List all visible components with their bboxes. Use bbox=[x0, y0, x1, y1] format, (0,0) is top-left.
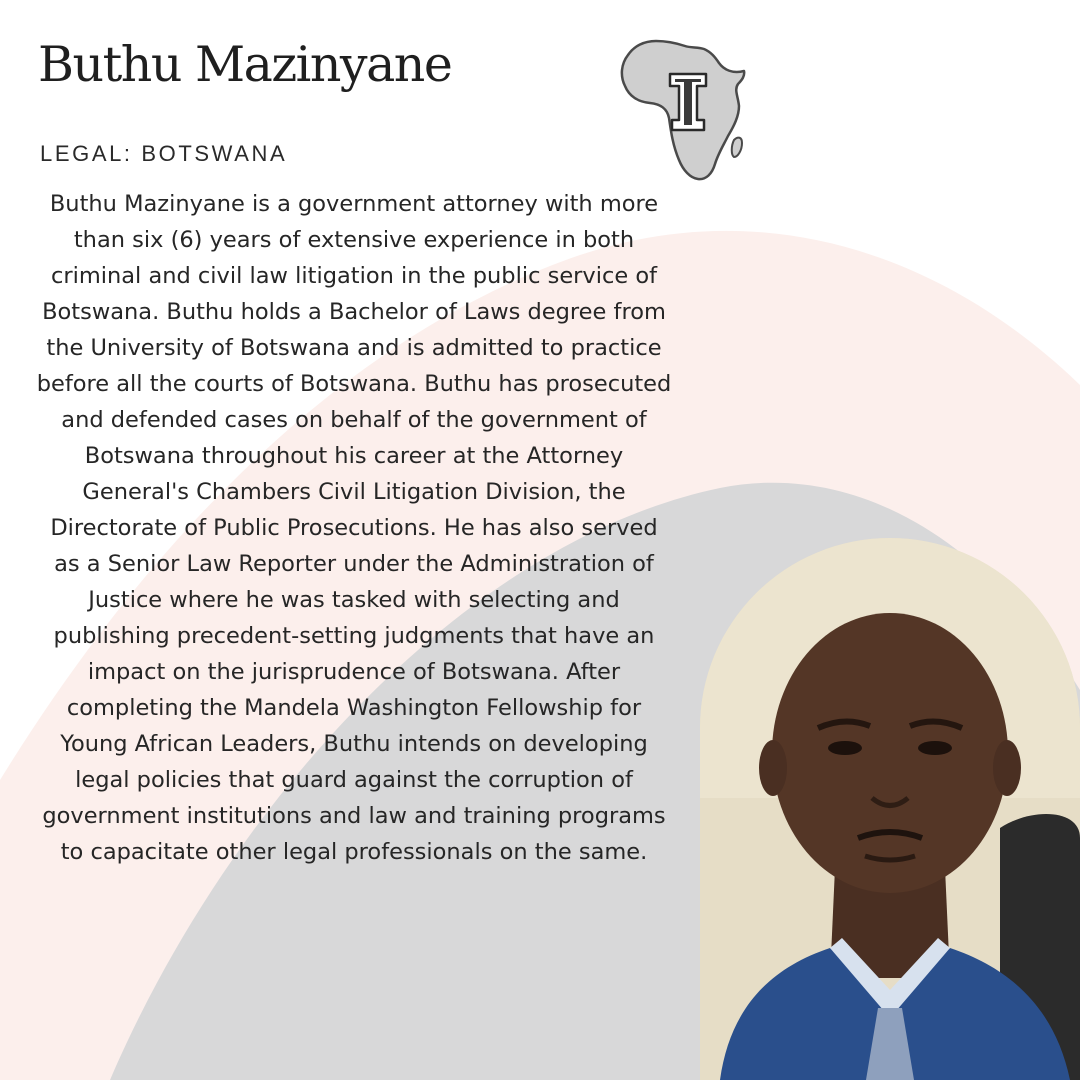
africa-logo-icon bbox=[618, 36, 748, 184]
head-shape bbox=[772, 613, 1008, 893]
portrait-photo bbox=[700, 538, 1080, 1080]
person-name: Buthu Mazinyane bbox=[38, 36, 452, 93]
madagascar-shape bbox=[732, 138, 742, 157]
eye-left bbox=[828, 741, 862, 755]
ear-left bbox=[759, 740, 787, 796]
bio-text: Buthu Mazinyane is a government attorney with more than six (6) years of extensive experience in both criminal and civil law litigation in the public service of Botswana. Buthu holds a Bachelor of Laws degree from the University of Botswana and is admitted to practice before all the courts of Botswana. Buthu has prosecuted and defended cases on behalf of the government of Botswana throughout his career at the Attorney General's Chambers Civil Litigation Division, the Directorate of Public Prosecutions. He has also served as a Senior Law Reporter under the Administration of Justice where he was tasked with selecting and publishing precedent-setting judgments that have an impact on the jurisprudence of Botswana. After completing the Mandela Washington Fellowship for Young African Leaders, Buthu intends on developing legal policies that guard against the corruption of government institutions and law and training programs to capacitate other legal professionals on the same. bbox=[36, 191, 672, 865]
ear-right bbox=[993, 740, 1021, 796]
eye-right bbox=[918, 741, 952, 755]
category-label: LEGAL: BOTSWANA bbox=[40, 141, 288, 166]
